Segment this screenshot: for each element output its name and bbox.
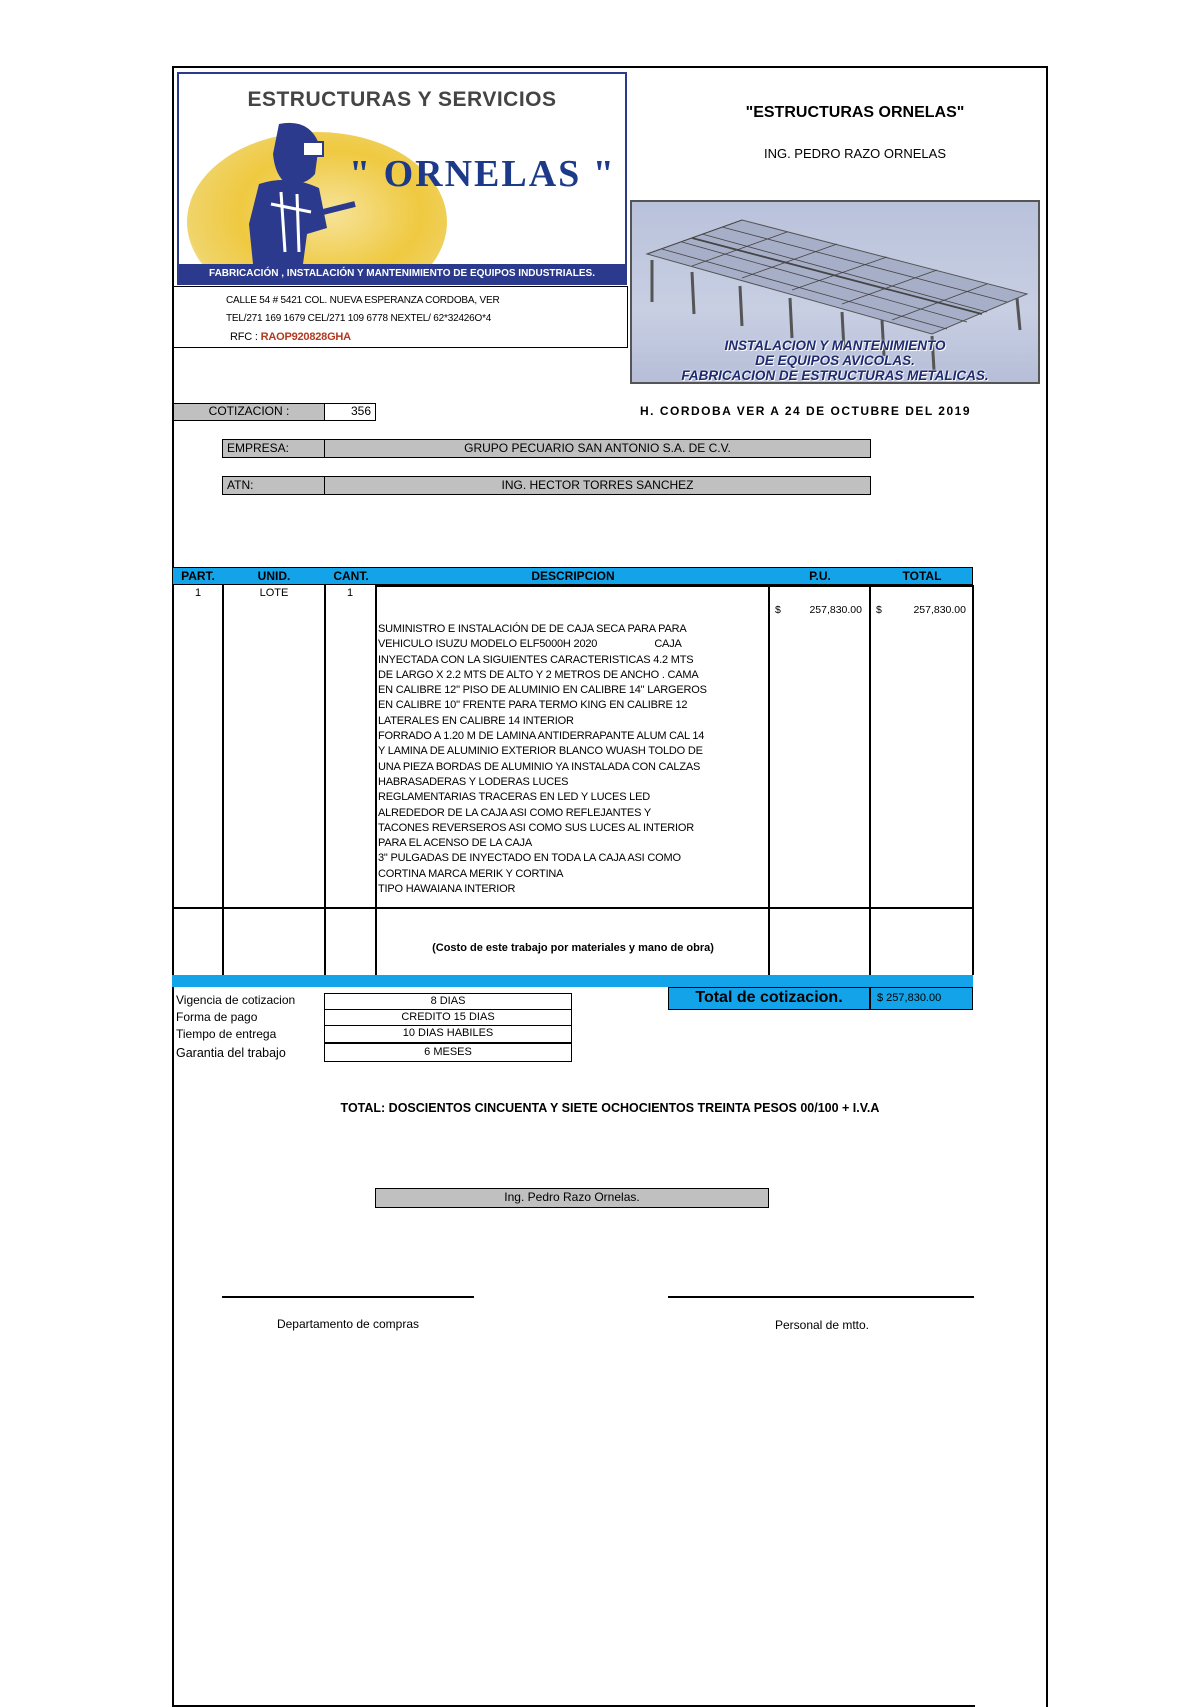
phones-line: TEL/271 169 1679 CEL/271 109 6778 NEXTEL/ 62*32426O*4	[226, 313, 492, 324]
welder-icon	[219, 114, 369, 264]
total-in-words: TOTAL: DOSCIENTOS CINCUENTA Y SIETE OCHOCIENTOS TREINTA PESOS 00/100 + I.V.A	[340, 1101, 880, 1115]
description-line: EN CALIBRE 12" PISO DE ALUMINIO EN CALIBRE 14" LARGEROS	[378, 684, 707, 697]
header-total: TOTAL	[902, 569, 942, 583]
picture-caption-3: FABRICACION DE ESTRUCTURAS METALICAS.	[681, 368, 989, 383]
company-logo	[177, 72, 627, 285]
description-line: REGLAMENTARIAS TRACERAS EN LED Y LUCES LED	[378, 791, 650, 804]
col-divider	[222, 585, 224, 975]
term-value-payment: CREDITO 15 DIAS	[324, 1009, 572, 1026]
picture-caption-1: INSTALACION Y MANTENIMIENTO	[724, 338, 946, 353]
signature-line-left	[222, 1296, 474, 1298]
description-line: 3" PULGADAS DE INYECTADO EN TODA LA CAJA ASI COMO	[378, 852, 681, 865]
term-value-delivery: 10 DIAS HABILES	[324, 1025, 572, 1043]
col-divider	[375, 585, 377, 975]
description-line: SUMINISTRO E INSTALACIÓN DE DE CAJA SECA PARA PARA	[378, 623, 687, 635]
description-line: FORRADO A 1.20 M DE LAMINA ANTIDERRAPANTE ALUM CAL 14	[378, 730, 705, 743]
term-value-warranty: 6 MESES	[324, 1043, 572, 1062]
col-divider	[324, 585, 326, 975]
header-unit-price: P.U.	[809, 569, 831, 583]
unit-price: 257,830.00	[809, 604, 862, 616]
description-line: INYECTADA CON LA SIGUIENTES CARACTERISTICAS 4.2 MTS	[378, 653, 694, 666]
total-value: $ 257,830.00	[870, 987, 973, 1010]
quote-label: COTIZACION :	[173, 403, 325, 421]
signature-line-right	[668, 1296, 974, 1298]
col-divider	[869, 585, 871, 975]
description-line: HABRASADERAS Y LODERAS LUCES	[378, 775, 569, 788]
row-part: 1	[194, 587, 202, 599]
frame-top	[172, 66, 1048, 68]
logo-title: ESTRUCTURAS Y SERVICIOS	[247, 88, 557, 111]
frame-right	[1046, 66, 1048, 1707]
cost-note: (Costo de este trabajo por materiales y mano de obra)	[432, 942, 714, 954]
quote-number: 356	[324, 403, 376, 421]
row-description	[378, 622, 766, 897]
row-divider	[172, 907, 973, 909]
unit-price-currency: $	[775, 604, 781, 616]
description-line: LATERALES EN CALIBRE 14 INTERIOR	[378, 714, 574, 727]
description-line: DE LARGO X 2.2 MTS DE ALTO Y 2 METROS DE ANCHO . CAMA	[378, 668, 699, 681]
header-qty: CANT.	[333, 569, 369, 583]
signature-label-left: Departamento de compras	[276, 1317, 420, 1331]
description-line: Y LAMINA DE ALUMINIO EXTERIOR BLANCO WUASH TOLDO DE	[378, 745, 703, 758]
col-divider	[768, 585, 770, 975]
picture-caption-2: DE EQUIPOS AVICOLAS.	[755, 353, 915, 368]
rfc-line	[230, 331, 351, 343]
engineer-name: ING. PEDRO RAZO ORNELAS	[763, 146, 947, 161]
logo-footer: FABRICACIÓN , INSTALACIÓN Y MANTENIMIENTO DE EQUIPOS INDUSTRIALES.	[179, 264, 625, 284]
description-line: CORTINA MARCA MERIK Y CORTINA	[378, 867, 564, 880]
header-part: PART.	[181, 569, 215, 583]
header-unit: UNID.	[257, 569, 291, 583]
attn-label: ATN:	[222, 476, 325, 495]
total-bar	[172, 975, 973, 987]
structure-picture	[630, 200, 1040, 384]
signature-label-right: Personal de mtto.	[774, 1318, 870, 1332]
signature-name: Ing. Pedro Razo Ornelas.	[375, 1188, 769, 1208]
description-line: UNA PIEZA BORDAS DE ALUMINIO YA INSTALADA CON CALZAS	[378, 760, 701, 773]
term-label-warranty: Garantia del trabajo	[176, 1046, 286, 1060]
row-total: 257,830.00	[913, 604, 966, 616]
rfc-label: RFC :	[230, 331, 258, 343]
description-line: TACONES REVERSEROS ASI COMO SUS LUCES AL INTERIOR	[378, 821, 694, 834]
total-currency: $	[876, 604, 882, 616]
table-header	[172, 567, 973, 585]
rfc-value: RAOP920828GHA	[260, 331, 351, 343]
term-label-payment: Forma de pago	[176, 1010, 258, 1024]
quote-date: H. CORDOBA VER A 24 DE OCTUBRE DEL 2019	[640, 404, 972, 418]
term-value-validity: 8 DIAS	[324, 993, 572, 1010]
attn-field: ING. HECTOR TORRES SANCHEZ	[324, 476, 871, 495]
col-divider	[972, 585, 974, 975]
company-label: EMPRESA:	[222, 439, 325, 458]
company-name: "ESTRUCTURAS ORNELAS"	[745, 104, 965, 121]
description-line: EN CALIBRE 10" FRENTE PARA TERMO KING EN CALIBRE 12	[378, 699, 688, 712]
company-field: GRUPO PECUARIO SAN ANTONIO S.A. DE C.V.	[324, 439, 871, 458]
description-line: PARA EL ACENSO DE LA CAJA	[378, 837, 532, 850]
term-label-delivery: Tiempo de entrega	[176, 1027, 277, 1041]
row-divider	[375, 585, 973, 587]
address-line: CALLE 54 # 5421 COL. NUEVA ESPERANZA CORDOBA, VER	[226, 295, 500, 306]
description-line: VEHICULO ISUZU MODELO ELF5000H 2020 CAJA	[378, 638, 682, 651]
term-label-validity: Vigencia de cotizacion	[176, 993, 296, 1007]
row-qty: 1	[346, 587, 354, 599]
row-unit: LOTE	[259, 587, 289, 599]
description-line: TIPO HAWAIANA INTERIOR	[378, 883, 516, 896]
description-line: ALREDEDOR DE LA CAJA ASI COMO REFLEJANTES Y	[378, 806, 652, 819]
total-label: Total de cotizacion.	[668, 987, 870, 1010]
header-description: DESCRIPCION	[531, 569, 615, 583]
logo-name: " ORNELAS "	[349, 153, 616, 195]
